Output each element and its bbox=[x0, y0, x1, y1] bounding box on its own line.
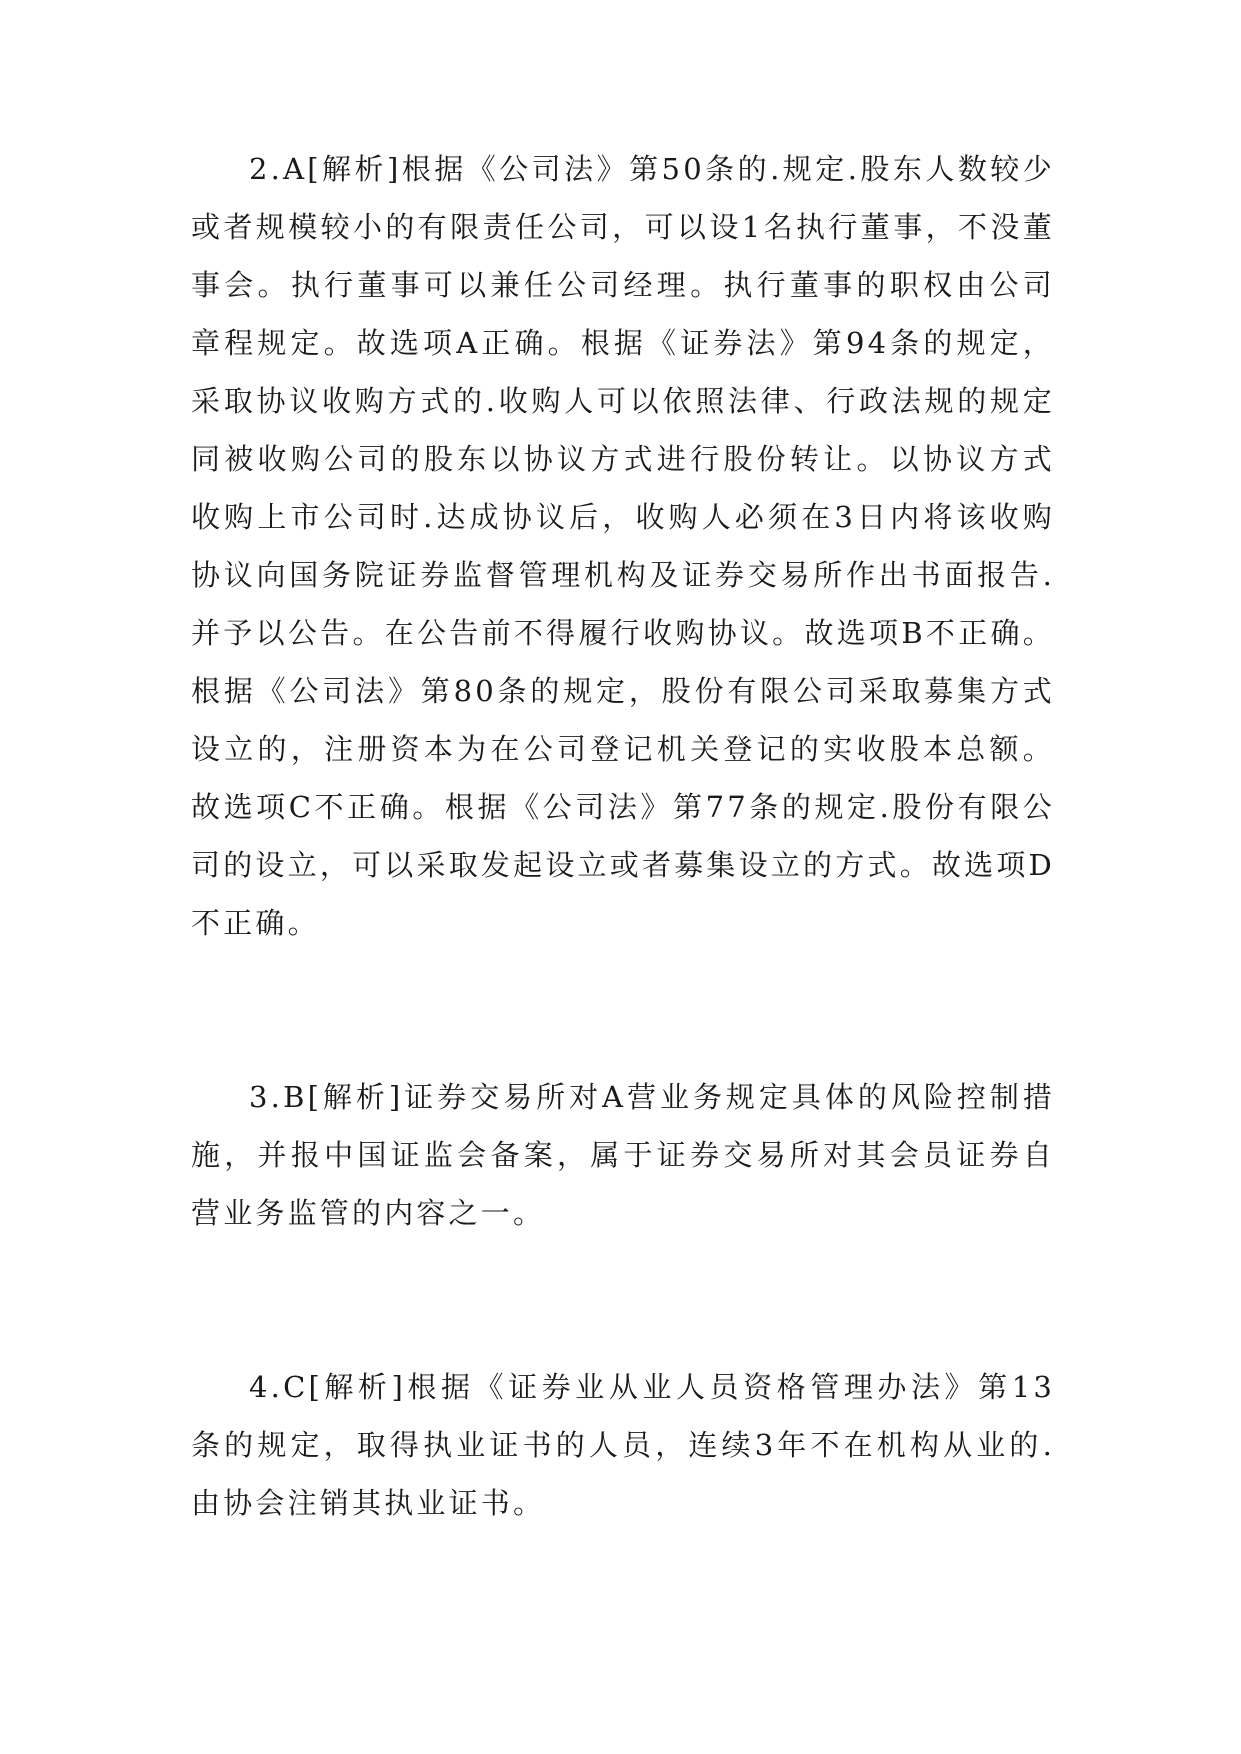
answer-paragraph-2: 2.A[解析]根据《公司法》第50条的.规定.股东人数较少或者规模较小的有限责任公司，可以设1名执行董事，不没董事会。执行董事可以兼任公司经理。执行董事的职权由公司章程规定。故选项A正确。根据《证券法》第94条的规定，采取协议收购方式的.收购人可以依照法律、行政法规的规定同被收购公司的股东以协议方式进行股份转让。以协议方式收购上市公司时.达成协议后，收购人必须在3日内将该收购协议向国务院证券监督管理机构及证券交易所作出书面报告.并予以公告。在公告前不得履行收购协议。故选项B不正确。根据《公司法》第80条的规定，股份有限公司采取募集方式设立的，注册资本为在公司登记机关登记的实收股本总额。故选项C不正确。根据《公司法》第77条的规定.股份有限公司的设立，可以采取发起设立或者募集设立的方式。故选项D不正确。 bbox=[191, 152, 1055, 940]
answer-paragraph-3: 3.B[解析]证券交易所对A营业务规定具体的风险控制措施，并报中国证监会备案，属于证券交易所对其会员证券自营业务监管的内容之一。 bbox=[191, 1080, 1055, 1230]
document-body bbox=[191, 140, 1055, 1532]
answer-paragraph-4: 4.C[解析]根据《证券业从业人员资格管理办法》第13条的规定，取得执业证书的人员，连续3年不在机构从业的.由协会注销其执业证书。 bbox=[191, 1370, 1055, 1520]
